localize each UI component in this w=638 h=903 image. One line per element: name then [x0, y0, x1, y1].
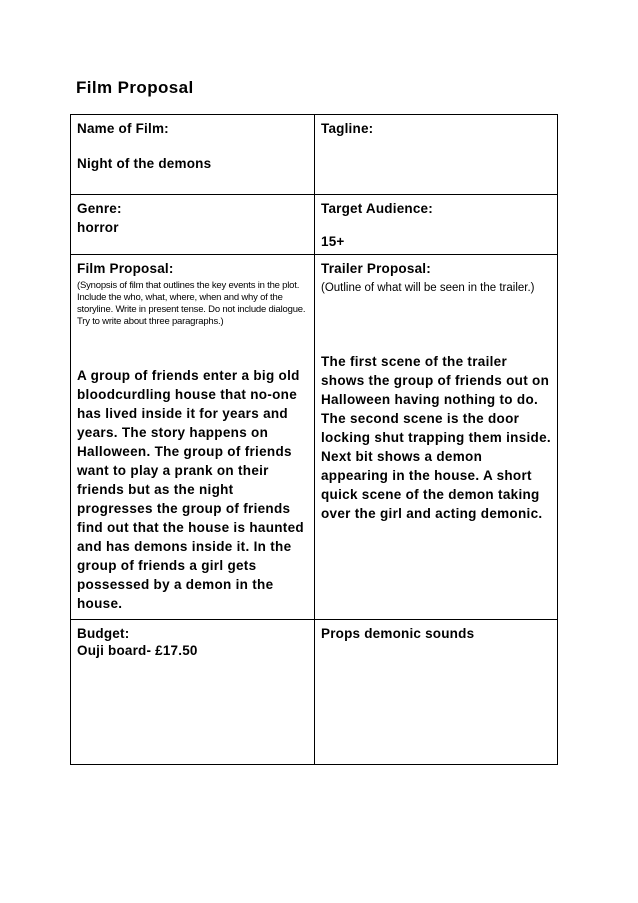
budget-cell: [71, 620, 315, 765]
name-of-film-value: Night of the demons: [77, 156, 212, 171]
proposal-table: [70, 114, 558, 765]
trailer-proposal-label: Trailer Proposal:: [321, 261, 431, 276]
props-value: Props demonic sounds: [321, 626, 475, 641]
trailer-proposal-instructions: (Outline of what will be seen in the trailer.): [321, 282, 535, 294]
table-row: [71, 195, 558, 255]
film-proposal-instructions: (Synopsis of film that outlines the key events in the plot. Include the who, what, where, when and why of the storyline. Write in present tense. Do not include dialogue. Try to write about three paragraphs.): [77, 280, 306, 327]
table-row: [71, 620, 558, 765]
props-cell: [315, 620, 558, 765]
film-proposal-body: A group of friends enter a big old bloodcurdling house that no-one has lived inside it for years and years. The story happens on Halloween. The group of friends want to play a prank on their friends but as the night progresses the group of friends find out that the house is haunted and has demons inside it. In the group of friends a girl gets possessed by a demon in the house.: [77, 368, 304, 611]
trailer-proposal-cell: [315, 255, 558, 620]
film-proposal-label: Film Proposal:: [77, 261, 174, 276]
table-row: [71, 255, 558, 620]
target-audience-cell: [315, 195, 558, 255]
genre-cell: [71, 195, 315, 255]
target-audience-value: 15+: [321, 234, 345, 249]
budget-value: Ouji board- £17.50: [77, 643, 198, 658]
tagline-label: Tagline:: [321, 121, 374, 136]
tagline-cell: [315, 115, 558, 195]
target-audience-label: Target Audience:: [321, 201, 433, 216]
document-title: Film Proposal: [76, 78, 194, 97]
table-row: [71, 115, 558, 195]
genre-value: horror: [77, 220, 119, 235]
film-proposal-cell: [71, 255, 315, 620]
trailer-proposal-body: The first scene of the trailer shows the group of friends out on Halloween having nothing to do. The second scene is the door locking shut trapping them inside. Next bit shows a demon appearing in the house. A short quick scene of the demon taking over the girl and acting demonic.: [321, 354, 551, 521]
name-of-film-label: Name of Film:: [77, 121, 169, 136]
name-of-film-cell: [71, 115, 315, 195]
budget-label: Budget:: [77, 626, 130, 641]
genre-label: Genre:: [77, 201, 122, 216]
